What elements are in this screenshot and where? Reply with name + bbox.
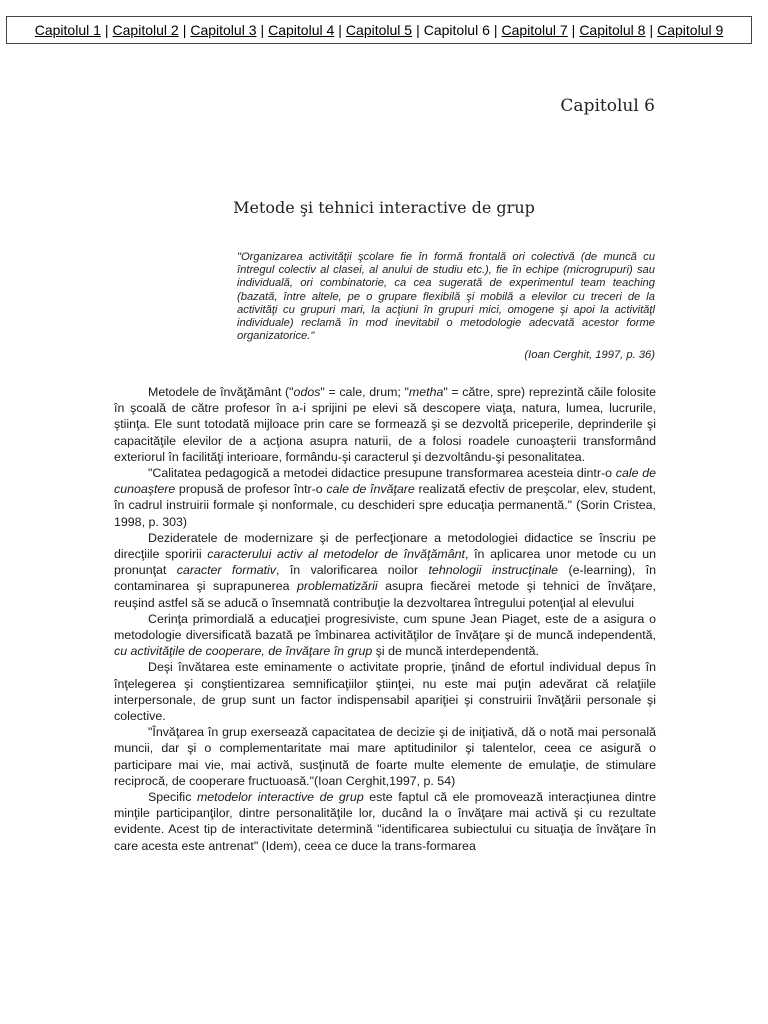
text-run: Deşi învătarea este eminamente o activitate proprie, ţinând de efortul individual depus în înţelegerea şi conştientizarea semnificaţiilor ştiinţei, nu este mai puţin adevărat că relaţiile interpersonale, de grup sunt un factor indispensabil apariţiei şi construirii învăţării personale şi colective. — [114, 660, 656, 724]
text-run: " = cale, drum; " — [320, 385, 409, 399]
text-run: Metodele de învăţământ (" — [148, 385, 294, 399]
nav-link-chapter-4[interactable]: Capitolul 4 — [268, 22, 335, 38]
emphasized-text: cale de cunoaştere — [114, 466, 656, 497]
text-run: asupra fiecărei metode şi tehnici de învăţare, reuşind astfel să se aducă o însemnată contribuţie la dezvoltarea întregului potenţial al elevului — [114, 579, 656, 610]
nav-link-chapter-6: Capitolul 6 — [423, 22, 490, 38]
nav-separator: | — [338, 22, 342, 38]
nav-separator: | — [182, 22, 187, 38]
nav-link-chapter-8[interactable]: Capitolul 8 — [579, 22, 646, 38]
text-run: , în aplicarea unor metode cu un pronunţat — [114, 547, 657, 578]
nav-link-chapter-3[interactable]: Capitolul 3 — [190, 22, 257, 38]
emphasized-text: caracter formativ — [176, 563, 276, 578]
text-run: este faptul că ele promovează interacţiunea dintre minţile participanţilor, dintre personalităţile lor, ducând la o învăţare mai activă şi cu rezultate evidente. Acest tip de interactivitate determină "identificarea subiectului cu situaţia de învăţare în care acesta este antrenat" (Idem), ceea ce duce la trans-formarea — [114, 790, 656, 853]
section-title: Metode şi tehnici interactive de grup — [233, 198, 535, 217]
body-paragraph — [114, 611, 656, 660]
emphasized-text: caracterului activ al metodelor de învăţământ — [207, 547, 465, 562]
emphasized-text: tehnologii instrucţinale — [428, 563, 559, 578]
nav-separator: | — [260, 22, 265, 38]
epigraph-quote: "Organizarea activităţii şcolare fie în formă frontală ori colectivă (de muncă cu întregul colectiv al clasei, al anului de studiu etc.), fie în echipe (microgrupuri) sau individuală, ori combinatorie, ca cea sugerată de experimentul team teaching (bazată, între altele, pe o grupare flexibilă şi mobilă a elevilor cu treceri de la activităţi cu grupuri mari, la acţiuni în grupuri mici, omogene şi apoi la activităţl individuale) reclamă în mod inevitabil o metodologie adecvată acestor forme organizatorice." — [237, 251, 655, 343]
nav-link-chapter-7[interactable]: Capitolul 7 — [501, 22, 568, 38]
body-paragraph — [114, 465, 656, 530]
nav-separator: | — [571, 22, 576, 38]
text-run: propusă de profesor într-o — [175, 482, 327, 497]
text-run: şi de muncă interdependentă. — [372, 644, 539, 659]
text-run: , în valorificarea noilor — [276, 563, 429, 578]
text-run: Specific — [148, 790, 197, 805]
emphasized-text: problematizării — [297, 579, 378, 594]
nav-separator: | — [104, 22, 109, 38]
chapter-heading: Capitolul 6 — [560, 96, 655, 116]
nav-separator: | — [493, 22, 498, 38]
body-paragraph — [114, 789, 656, 854]
nav-link-chapter-9[interactable]: Capitolul 9 — [657, 22, 724, 38]
body-paragraph — [114, 724, 656, 789]
text-run: "Învăţarea în grup exersează capacitatea de decizie şi de iniţiativă, dă o notă mai personală muncii, dar şi o complementaritate mai mare aptitudinilor şi talentelor, ceea ce asigură o participare mai vie, mai activă, susţinută de foarte multe elemente de emulaţie, de stimulare reciprocă, de cooperare fructuoasă."(Ioan Cerghit,1997, p. 54) — [114, 725, 656, 788]
nav-separator: | — [649, 22, 654, 38]
emphasized-text: cu activităţile de cooperare, de învăţare în grup — [114, 644, 373, 659]
nav-separator: | — [416, 22, 420, 38]
nav-link-chapter-2[interactable]: Capitolul 2 — [112, 22, 179, 38]
epigraph-source: (Ioan Cerghit, 1997, p. 36) — [524, 349, 655, 361]
text-run: "Calitatea pedagogică a metodei didactice presupune transformarea acesteia dintr-o — [148, 466, 616, 481]
emphasized-text: cale de învăţare — [326, 482, 415, 497]
body-paragraph — [114, 530, 656, 611]
emphasized-text: metha — [408, 385, 444, 399]
body-text — [114, 384, 656, 854]
nav-link-chapter-5[interactable]: Capitolul 5 — [345, 22, 413, 38]
body-paragraph — [114, 384, 656, 465]
emphasized-text: odos — [293, 385, 321, 399]
chapter-navigation-bar — [6, 16, 752, 44]
nav-link-chapter-1[interactable]: Capitolul 1 — [34, 22, 101, 38]
text-run: Dezideratele de modernizare şi de perfecţionare a metodologiei didactice se înscriu pe direcţiile sporirii — [114, 530, 656, 562]
text-run: (e-learning), în contaminarea şi suprapunerea — [114, 563, 656, 594]
text-run: realizată efectiv de preşcolar, elev, student, în cadrul instruirii formale şi nonformale, cu deschideri spre educaţia permanentă." (Sorin Cristea, 1998, p. 303) — [114, 482, 656, 529]
text-run: Cerinţa primordială a educaţiei progresiviste, cum spune Jean Piaget, este de a asigura o metodologie diversificată bazată pe îmbinarea activităţilor de învăţare şi de muncă independentă, — [114, 611, 656, 643]
emphasized-text: metodelor interactive de grup — [196, 790, 364, 805]
text-run: " = către, spre) reprezintă căile folosite în şcoală de către profesor în a-i sprijini pe elevi să descopere viaţa, natura, lumea, lucrurile, ştiinţa. Ele sunt totodată mijloace prin care se formează şi se dezvoltă priceperile, deprinderile şi capacităţile elevilor de a acţiona asupra naturii, de a folosi roadele cunoaşterii transformând exteriorul în facilităţi interioare, formându-şi caracterul şi dezvoltându-şi pesonalitatea. — [114, 385, 656, 464]
body-paragraph — [114, 659, 656, 724]
